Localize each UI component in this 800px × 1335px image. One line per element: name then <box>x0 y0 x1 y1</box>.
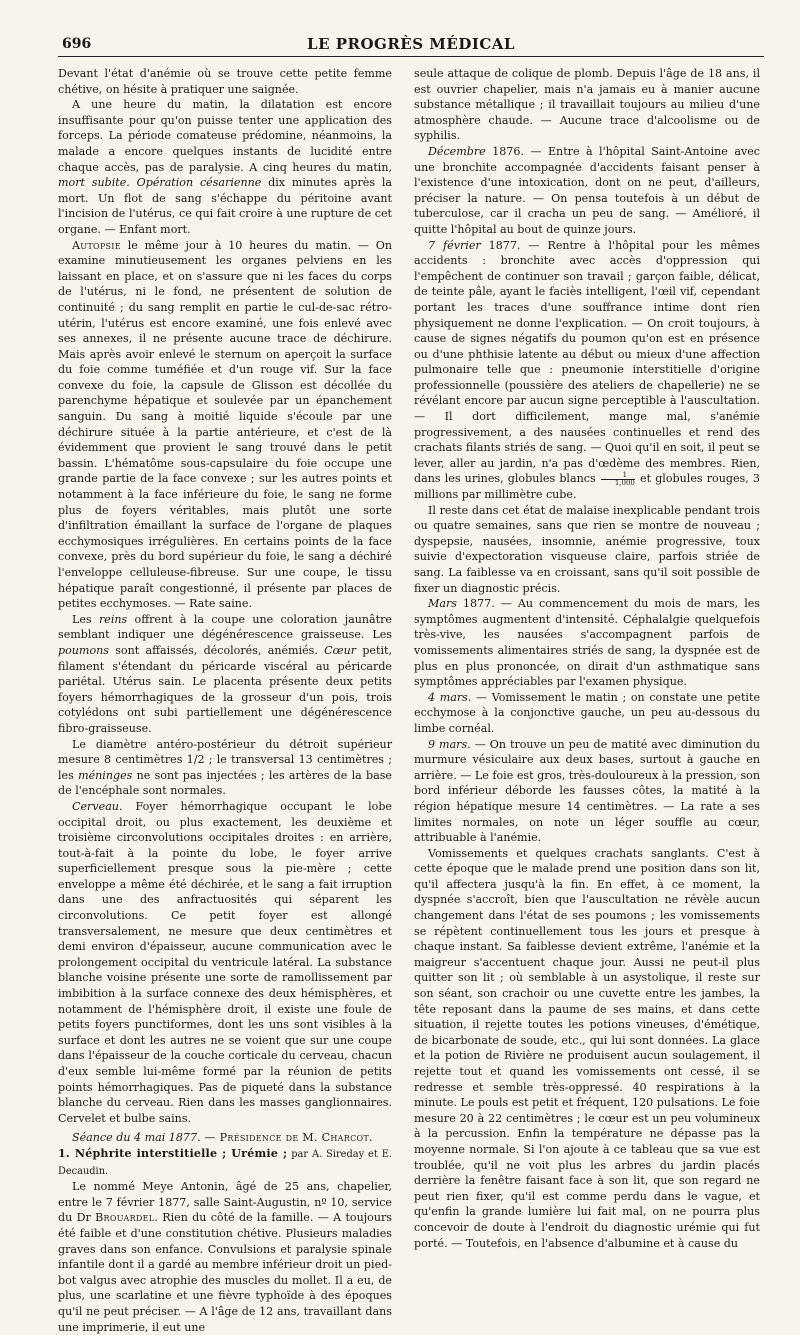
text-run: Mars <box>428 597 457 611</box>
text-run: — Présidence de M. Charcot. <box>200 1131 373 1145</box>
text-run: 1. Néphrite interstitielle ; Urémie ; <box>58 1146 288 1160</box>
text-run: Le nommé Meye Antonin, âgé de 25 ans, chapelier, entre le 7 février 1877, salle Saint-Augustin, nº 10, service du Dr <box>58 1180 392 1225</box>
paragraph: Il reste dans cet état de malaise inexplicable pendant trois ou quatre semaines, sans que rien se montre de nouveau ; dyspepsie, nausées, insomnie, anémie progressive, toux suivie d'expectoration visqueuse claire, parfois striée de sang. La faiblesse va en croissant, sans qu'il soit possible de fixer un diagnostic précis. <box>414 503 760 595</box>
left-text-column <box>58 66 392 1335</box>
text-run: Autopsie <box>72 238 121 252</box>
text-run: Brouardel <box>95 1211 155 1225</box>
paragraph <box>414 144 760 238</box>
text-run: 7 février <box>428 238 481 252</box>
text-run: ne sont pas injectées ; les artères de la base de l'encéphale sont normales. <box>58 768 392 798</box>
paragraph: Devant l'état d'anémie où se trouve cette petite femme chétive, on hésite à pratiquer une saignée. <box>58 67 392 96</box>
text-run: A une heure du matin, la dilatation est encore insuffisante pour qu'on puisse tenter une application des forceps. La période comateuse prédomine, néanmoins, la malade a encore quelques instants de lucidité entre chaque accès, pas de paralysie. A cinq heures du matin, <box>58 98 392 174</box>
text-run: reins <box>98 612 128 626</box>
paragraph <box>58 612 392 737</box>
text-run: poumons <box>58 643 109 657</box>
paragraph <box>58 238 392 612</box>
fraction <box>601 472 635 487</box>
text-run: . Rien du côté de la famille. — A toujours été faible et d'une constitution chétive. Plusieurs maladies graves dans son enfance. Convulsions et paralysie spinale infantile dont il a gardé au membre inférieur droit un pied-bot valgus avec atrophie des muscles du mollet. Il a eu, de plus, une scarlatine et une fièvre typhoïde à des époques qu'il ne peut préciser. — A l'âge de 12 ans, travaillant dans une imprimerie, il eut une <box>58 1211 392 1334</box>
fraction-numerator: 1 <box>601 472 635 480</box>
text-run: 1877. — Rentre à l'hôpital pour les mêmes accidents : bronchite avec accès d'oppression qui l'empêchent de continuer son travail ; garçon faible, délicat, de teinte pâle, ayant le faciès intelligent, l'œil vif, cependant portant les traces d'une souffrance intime dont rien physiquement ne donne l'explication. — On croit toujours, à cause de signes négatifs du poumon qu'on est en présence ou d'une phthisie latente au début ou mieux d'une affection pulmonaire telle que : pneumonie interstitielle d'origine professionnelle (poussière des ateliers de chapellerie) ne se révélant encore par aucun signe perceptible à l'auscultation. — Il dort difficilement, mange mal, s'anémie progressivement, a des nausées continuelles et rend des crachats filants striés de sang. — Quoi qu'il en soit, il peut se lever, aller au jardin, n'a pas d'œdème des membres. Rien, dans les urines, globules blancs <box>414 238 760 486</box>
text-run: Décembre <box>428 144 486 158</box>
right-text-column <box>414 66 760 1251</box>
paragraph <box>58 1179 392 1335</box>
text-run: Séance du 4 mai 1877. <box>72 1131 201 1145</box>
paragraph <box>58 1146 392 1179</box>
text-run: mort subite. Opération césarienne <box>58 176 262 190</box>
text-run: — On trouve un peu de matité avec diminution du murmure vésiculaire aux deux bases, surtout à gauche en arrière. — Le foie est gros, très-douloureux à la pression, son bord inférieur déborde les fausses côtes, la matité à la région hépatique mesure 14 centimètres. — La rate a ses limites normales, on note un léger souffle au cœur, attribuable à l'anémie. <box>414 737 760 845</box>
text-run: méninges <box>78 768 133 782</box>
paragraph: seule attaque de colique de plomb. Depuis l'âge de 18 ans, il est ouvrier chapelier, mais n'a jamais eu à manier aucune substance métallique ; il travaillait toujours au milieu d'une atmosphère chaude. — Aucune trace d'alcoolisme ou de syphilis. <box>414 67 760 143</box>
text-run: Cœur <box>324 643 357 657</box>
text-run: par A. Sireday et E. Decaudin. <box>58 1148 393 1177</box>
paragraph <box>58 799 392 1126</box>
text-run: offrent à la coupe une coloration jaunâtre semblant indiquer une dégénérescence graisseuse. Les <box>58 612 392 642</box>
text-run: Foyer hémorrhagique occupant le lobe occipital droit, ou plus exactement, les deuxième et troisième circonvolutions occipitales droites : en arrière, tout-à-fait à la pointe du lobe, le foyer arrive superficiellement presque sous la pie-mère ; cette enveloppe a même été déchirée, et le sang a fait irruption dans une des anfractuosités qui séparent les circonvolutions. Ce petit foyer est allongé transversalement, ne mesure que deux centimètres et demi environ d'épaisseur, aucune communication avec le prolongement occipital du ventricule latéral. La substance blanche voisine présente une sorte de ramollissement par imbibition à la surface connexe des deux hémisphères, et notamment de l'hémisphère droit, il existe une foule de petits foyers punctiformes, dont les uns sont visibles à la surface et dont les autres ne se voient que sur une coupe dans l'épaisseur de la couche corticale du cerveau, chacun d'eux semble lui-même formé par la réunion de petits points hémorrhagiques. Pas de piqueté dans la substance blanche du cerveau. Rien dans les masses ganglionnaires. Cervelet et bulbe sains. <box>58 799 392 1125</box>
paragraph <box>414 596 760 690</box>
paragraph <box>58 737 392 799</box>
paragraph <box>414 737 760 846</box>
text-run: et globules rouges, 3 millions par millimètre cube. <box>414 472 760 502</box>
paragraph <box>58 97 392 237</box>
text-run: 4 mars. <box>428 690 472 704</box>
text-run: dix minutes après la mort. Un flot de sang s'échappe du péritoine avant l'incision de l'utérus, ce qui fait croire à une rupture de cet organe. — Enfant mort. <box>58 176 392 236</box>
text-run: — Vomissement le matin ; on constate une petite ecchymose à la conjonctive gauche, un peu au-dessous du limbe cornéal. <box>414 690 761 735</box>
text-run: le même jour à 10 heures du matin. — On examine minutieusement les organes pelviens en les laissant en place, et on s'assure que ni les faces du corps de l'utérus, ni le fond, ne présentent de solution de continuité ; du sang remplit en partie le cul-de-sac rétro-utérin, l'utérus est encore examiné, une fois enlevé avec ses annexes, il ne présente aucune trace de déchirure. Mais après avoir enlevé le sternum on aperçoit la surface du foie comme tuméfiée et d'un rouge vif. Sur la face convexe du foie, la capsule de Glisson est décollée du parenchyme hépatique et soulevée par un épanchement sanguin. Du sang à moitié liquide s'écoule par une déchirure située à la partie antérieure, et c'est de là évidemment que provient le sang trouvé dans le petit bassin. L'hématôme sous-capsulaire du foie occupe une grande partie de la face convexe ; sur les autres points et notamment à la face inférieure du foie, le sang ne forme plus de foyers véritables, mais plutôt une sorte d'infiltration émaillant la surface de l'organe de plaques ecchymosiques irrégulières. En certains points de la face convexe, près du bord supérieur du foie, le sang a déchiré l'enveloppe celluleuse-fibreuse. Sur une coupe, le tissu hépatique paraît congestionné, il présente par places de petites ecchymoses. — Rate saine. <box>58 238 392 611</box>
text-run: petit, filament s'étendant du péricarde viscéral au péricarde pariétal. Utérus sain. Le placenta présente deux petits foyers hémorrhagiques de la grosseur d'un pois, trois cotylédons ont subi partiellement une dégénérescence fibro-graisseuse. <box>58 643 392 735</box>
text-run: 1877. — Au commencement du mois de mars, les symptômes augmentent d'intensité. Céphalalgie quelquefois très-vive, les nausées s'accompagnent parfois de vomissements alimentaires striés de sang, la dyspnée est de plus en plus prononcée, on dirait d'un asthmatique sans symptômes appréciables par l'examen physique. <box>414 597 760 689</box>
text-run: 1876. — Entre à l'hôpital Saint-Antoine avec une bronchite accompagnée d'accidents faisant penser à l'existence d'une intoxication, dont on ne peut, d'ailleurs, préciser la nature. — On pensa toutefois à un début de tuberculose, car il cracha un peu de sang. — Amélioré, il quitte l'hôpital au bout de quinze jours. <box>414 144 760 236</box>
page-number: 696 <box>62 36 92 52</box>
text-run: sont affaissés, décolorés, anémiés. <box>108 643 325 657</box>
paragraph: Vomissements et quelques crachats sanglants. C'est à cette époque que le malade prend une position dans son lit, qu'il affectera jusqu'à la fin. En effet, à ce moment, la dyspnée s'accroît, bien que l'auscultation ne révèle aucun changement dans l'état de ses poumons ; les vomissements se répètent continuellement tous les jours et presque à chaque instant. Sa faiblesse devient extrême, l'anémie et la maigreur s'accentuent chaque jour. Aussi ne peut-il plus quitter son lit ; où semblable à un asystolique, il reste sur son séant, son crachoir ou une cuvette entre les jambes, la tête reposant dans la paume de ses mains, et dans cette situation, il rejette toutes les potions vineuses, d'émétique, de bicarbonate de soude, etc., qui lui sont données. La glace et la potion de Rivière ne produisent aucun soulagement, il rejette tout et quand les vomissements ont cessé, il se redresse et semble très-oppressé. 40 respirations à la minute. Le pouls est petit et fréquent, 120 pulsations. Le foie mesure 20 à 22 centimètres ; le cœur est un peu volumineux à la percussion. Enfin la température ne dépasse pas la moyenne normale. Si l'on ajoute à ce tableau que sa vue est troublée, qu'il ne voit plus les arbres du jardin placés derrière la fenêtre faisant face à son lit, que son regard ne peut rien fixer, qu'il est comme perdu dans le vague, et qu'enfin la grande lumière lui fait mal, on ne pourra plus concevoir de doute à l'endroit du diagnostic urémie qui fut porté. — Toutefois, en l'absence d'albumine et à cause du <box>414 846 760 1250</box>
paragraph <box>414 690 760 737</box>
page-header <box>58 34 764 57</box>
text-run: 9 mars. <box>428 737 471 751</box>
fraction-denominator: 1,000 <box>614 478 635 487</box>
text-run: Cerveau. <box>72 799 123 813</box>
text-run: Les <box>72 612 99 626</box>
text-run: Le diamètre antéro-postérieur du détroit supérieur mesure 8 centimètres 1/2 ; le transversal 13 centimètres ; les <box>58 737 392 782</box>
paragraph <box>414 238 760 503</box>
journal-title: LE PROGRÈS MÉDICAL <box>307 35 515 53</box>
paragraph <box>58 1130 392 1146</box>
